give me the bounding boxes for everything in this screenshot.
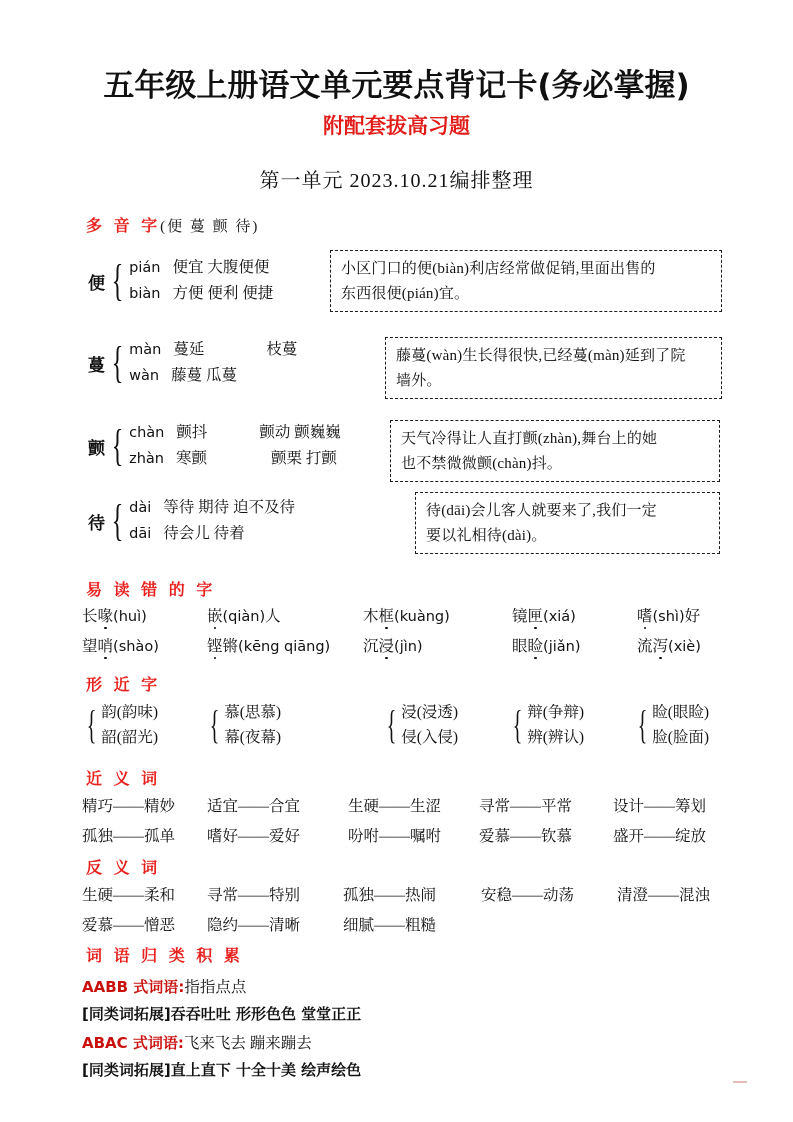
similar-char-top: 韵(韵味)	[101, 704, 159, 721]
mispronounced-item	[512, 634, 580, 656]
section-heading-antonyms: 反 义 词	[86, 858, 161, 877]
section-heading-paren: (便 蔓 颤 待)	[160, 219, 260, 235]
words: 等待 期待 迫不及待	[163, 499, 296, 516]
polyphonic-line-1	[129, 495, 295, 521]
polyphonic-entry-man: 蔓 { màn 蔓延 枝蔓 wàn 藤蔓 瓜蔓	[85, 337, 297, 389]
word-prefix: 流	[637, 638, 653, 655]
dotted-char: 泻	[652, 638, 669, 655]
mispronounced-item	[363, 634, 423, 656]
polyphonic-lines	[129, 495, 295, 547]
similar-char-top: 慕(思慕)	[224, 704, 282, 721]
example-line: 要以礼相待(dài)。	[426, 528, 547, 544]
pinyin: (jiǎn)	[543, 639, 581, 655]
synonym-pair: 设计——筹划	[613, 798, 707, 815]
example-line: 天气冷得让人直打颤(zhàn),舞台上的她	[401, 431, 658, 447]
words: 寒颤	[176, 450, 208, 467]
section-heading-similar-chars: 形 近 字	[86, 675, 161, 694]
polyphonic-head-char: 便	[88, 273, 105, 294]
word-prefix: 望	[82, 638, 98, 655]
pinyin: biàn	[129, 286, 161, 302]
categorization-body: 飞来飞去 蹦来蹦去	[183, 1035, 312, 1052]
similar-char-bottom: 辨(辨认)	[527, 729, 585, 746]
word-prefix: 木	[363, 608, 379, 625]
categorization-label: [同类词拓展]	[82, 1061, 171, 1079]
polyphonic-entry-chan: 颤 { chàn 颤抖 颤动 颤巍巍 zhàn 寒颤 颤栗 打颤	[85, 420, 341, 472]
polyphonic-entry-dai: 待 { dài 等待 期待 迫不及待 dāi 待会儿 待着	[85, 495, 295, 547]
dotted-char: 睑	[527, 638, 544, 655]
page-title: 五年级上册语文单元要点背记卡(务必掌握)	[103, 68, 690, 104]
similar-char-top: 浸(浸透)	[401, 704, 459, 721]
synonym-pair: 精巧——精妙	[82, 798, 176, 815]
section-heading-polyphonic	[86, 213, 259, 236]
pinyin: (xiá)	[543, 609, 576, 625]
dotted-char: 嗜	[637, 608, 653, 625]
similar-char-bottom: 侵(入侵)	[401, 729, 459, 746]
similar-char-pair: { 辩(争辩) 辨(辨认)	[508, 700, 584, 750]
dotted-char: 铿	[207, 638, 223, 655]
word-suffix: 人	[265, 608, 281, 625]
pinyin: (kuàng)	[394, 609, 450, 625]
antonym-pair: 清澄——混浊	[617, 887, 711, 904]
polyphonic-line-2	[129, 363, 297, 389]
pinyin: dài	[129, 500, 152, 516]
similar-char-top: 睑(眼睑)	[652, 704, 710, 721]
mispronounced-item	[207, 604, 281, 626]
similar-char-pair: { 慕(思慕) 幕(夜幕)	[205, 700, 281, 750]
page-subtitle: 附配套拔高习题	[323, 114, 470, 138]
pinyin: (huì)	[113, 609, 147, 625]
polyphonic-head-char: 待	[88, 513, 105, 534]
categorization-separator: :	[177, 1034, 184, 1052]
synonym-pair: 生硬——生涩	[348, 798, 442, 815]
similar-char-top: 辩(争辩)	[527, 704, 585, 721]
pinyin: zhàn	[129, 451, 165, 467]
antonym-pair: 隐约——清晰	[207, 917, 301, 934]
pinyin: (jìn)	[394, 639, 423, 655]
dotted-char: 浸	[378, 638, 395, 655]
polyphonic-line-1	[129, 337, 297, 363]
example-line: 小区门口的便(biàn)利店经常做促销,里面出售的	[341, 261, 656, 277]
similar-char-bottom: 韶(韶光)	[101, 729, 159, 746]
polyphonic-line-1	[129, 255, 273, 281]
word-prefix: 长	[82, 608, 98, 625]
mispronounced-item	[207, 634, 330, 656]
antonym-pair: 生硬——柔和	[82, 887, 176, 904]
polyphonic-head-char: 蔓	[88, 355, 105, 376]
pinyin: (shì)	[652, 609, 685, 625]
unit-line: 第一单元 2023.10.21编排整理	[259, 170, 534, 192]
synonym-pair: 适宜——合宜	[207, 798, 301, 815]
similar-char-bottom: 脸(脸面)	[652, 729, 710, 746]
word-prefix: 眼	[512, 638, 528, 655]
example-box-man	[385, 337, 722, 399]
dotted-char: 匣	[527, 608, 544, 625]
words: 藤蔓 瓜蔓	[171, 367, 237, 384]
words-extra: 颤动 颤巍巍	[259, 424, 341, 441]
words: 颤抖	[176, 424, 208, 441]
mispronounced-item	[82, 634, 159, 656]
synonym-pair: 盛开——绽放	[613, 828, 707, 845]
categorization-separator: :	[178, 978, 185, 996]
categorization-label: AABB 式词语	[82, 978, 179, 996]
section-heading-label: 多 音 字	[86, 216, 161, 235]
scan-artifact	[733, 1081, 747, 1083]
words: 蔓延	[173, 341, 205, 358]
polyphonic-line-2	[129, 521, 295, 547]
example-line: 也不禁微微颤(chàn)抖。	[401, 456, 563, 472]
polyphonic-lines	[129, 420, 341, 472]
pinyin: dāi	[129, 526, 152, 542]
categorization-label: ABAC 式词语	[82, 1034, 178, 1052]
dotted-char: 喙	[97, 608, 114, 625]
categorization-line-abac-extension	[82, 1059, 361, 1080]
similar-char-pair: { 浸(浸透) 侵(入侵)	[382, 700, 458, 750]
dotted-char: 哨	[97, 638, 114, 655]
pinyin: (shào)	[113, 639, 159, 655]
example-line: 东西很便(pián)宜。	[341, 286, 470, 302]
synonym-pair: 爱慕——钦慕	[479, 828, 573, 845]
polyphonic-line-2	[129, 281, 273, 307]
polyphonic-entry-bian: 便 { pián 便宜 大腹便便 biàn 方便 便利 便捷	[85, 255, 273, 307]
word-prefix: 沉	[363, 638, 379, 655]
polyphonic-lines	[129, 337, 297, 389]
section-heading-mispronounced: 易 读 错 的 字	[86, 580, 216, 599]
mispronounced-item	[637, 604, 700, 626]
words: 便宜 大腹便便	[172, 259, 270, 276]
antonym-pair: 孤独——热闹	[343, 887, 437, 904]
example-line: 藤蔓(wàn)生长得很快,已经蔓(màn)延到了院	[396, 348, 686, 364]
similar-char-pair: { 韵(韵味) 韶(韶光)	[82, 700, 158, 750]
example-box-bian	[330, 250, 722, 312]
words: 待会儿 待着	[163, 525, 245, 542]
word-post: 锵	[222, 638, 239, 655]
word-suffix: 好	[684, 608, 701, 625]
example-box-chan	[390, 420, 720, 482]
example-box-dai	[415, 492, 720, 554]
mispronounced-item	[637, 634, 701, 656]
polyphonic-line-1	[129, 420, 341, 446]
similar-char-pair: { 睑(眼睑) 脸(脸面)	[633, 700, 709, 750]
antonym-pair: 寻常——特别	[207, 887, 301, 904]
synonym-pair: 吩咐——嘱咐	[348, 828, 442, 845]
pinyin: (kēng qiāng)	[238, 639, 331, 655]
example-line: 待(dāi)会儿客人就要来了,我们一定	[426, 503, 657, 519]
pinyin: pián	[129, 260, 161, 276]
polyphonic-head-char: 颤	[88, 438, 105, 459]
polyphonic-lines	[129, 255, 273, 307]
antonym-pair: 细腻——粗糙	[343, 917, 437, 934]
section-heading-synonyms: 近 义 词	[86, 769, 161, 788]
antonym-pair: 爱慕——憎恶	[82, 917, 176, 934]
synonym-pair: 寻常——平常	[479, 798, 573, 815]
pinyin: màn	[129, 342, 162, 358]
word-prefix: 镜	[512, 608, 528, 625]
words-extra: 颤栗 打颤	[271, 450, 337, 467]
pinyin: wàn	[129, 368, 160, 384]
pinyin: (xiè)	[668, 639, 701, 655]
categorization-line-aabb-extension	[82, 1003, 361, 1024]
mispronounced-item	[512, 604, 576, 626]
synonym-pair: 嗜好——爱好	[207, 828, 301, 845]
similar-char-bottom: 幕(夜幕)	[224, 729, 282, 746]
mispronounced-item	[363, 604, 450, 626]
categorization-line-abac	[82, 1031, 312, 1053]
categorization-body: 吞吞吐吐 形形色色 堂堂正正	[170, 1005, 362, 1023]
dotted-char: 框	[378, 608, 395, 625]
categorization-body: 指指点点	[184, 979, 247, 996]
words-extra: 枝蔓	[266, 341, 298, 358]
dotted-char: 嵌	[207, 608, 223, 625]
words: 方便 便利 便捷	[172, 285, 274, 302]
antonym-pair: 安稳——动荡	[481, 887, 575, 904]
categorization-label: [同类词拓展]	[82, 1005, 171, 1023]
pinyin: (qiàn)	[222, 609, 266, 625]
synonym-pair: 孤独——孤单	[82, 828, 176, 845]
example-line: 墙外。	[396, 373, 442, 389]
pinyin: chàn	[129, 425, 165, 441]
section-heading-categorization: 词 语 归 类 积 累	[86, 946, 243, 965]
polyphonic-line-2	[129, 446, 341, 472]
categorization-body: 直上直下 十全十美 绘声绘色	[170, 1061, 362, 1079]
mispronounced-item	[82, 604, 147, 626]
categorization-line-aabb	[82, 975, 246, 997]
